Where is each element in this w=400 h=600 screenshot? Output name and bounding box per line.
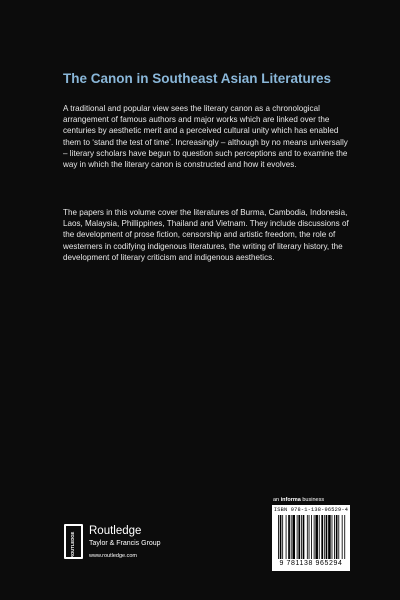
publisher-imprint: Taylor & Francis Group bbox=[89, 540, 161, 547]
informa-business-line: an informa business bbox=[273, 497, 325, 503]
publisher-website: www.routledge.com bbox=[89, 553, 137, 559]
publisher-name: Routledge bbox=[89, 525, 142, 537]
barcode-bars bbox=[278, 515, 346, 559]
barcode-digits: 9 781138 965294 bbox=[279, 560, 343, 567]
isbn-label: ISBN 978-1-138-96529-4 bbox=[273, 507, 349, 513]
barcode bbox=[272, 505, 350, 571]
routledge-logo bbox=[64, 524, 83, 559]
blurb-paragraph: A traditional and popular view sees the literary canon as a chronological arrangement of famous authors and major works which are linked over the centuries by aesthetic merit and a perceived cultural unity which has enabled them to ‘stand the test of time’. Increasingly – although by no means universally – literary scholars have begun to question such perceptions and to examine the way in which the literary canon is constructed and how it evolves. bbox=[63, 104, 348, 170]
book-title: The Canon in Southeast Asian Literatures bbox=[63, 71, 332, 86]
logo-text: ROUTLEDGE bbox=[70, 531, 75, 558]
blurb-paragraph: The papers in this volume cover the literatures of Burma, Cambodia, Indonesia, Laos, Malaysia, Phillippines, Thailand and Vietnam. They include discussions of the development of prose fiction, censorship and artistic freedom, the role of westerners in codifying indigenous literatures, the writing of literary history, the development of literary criticism and indigenous aesthetics. bbox=[63, 208, 349, 262]
informa-brand: informa bbox=[280, 497, 301, 503]
